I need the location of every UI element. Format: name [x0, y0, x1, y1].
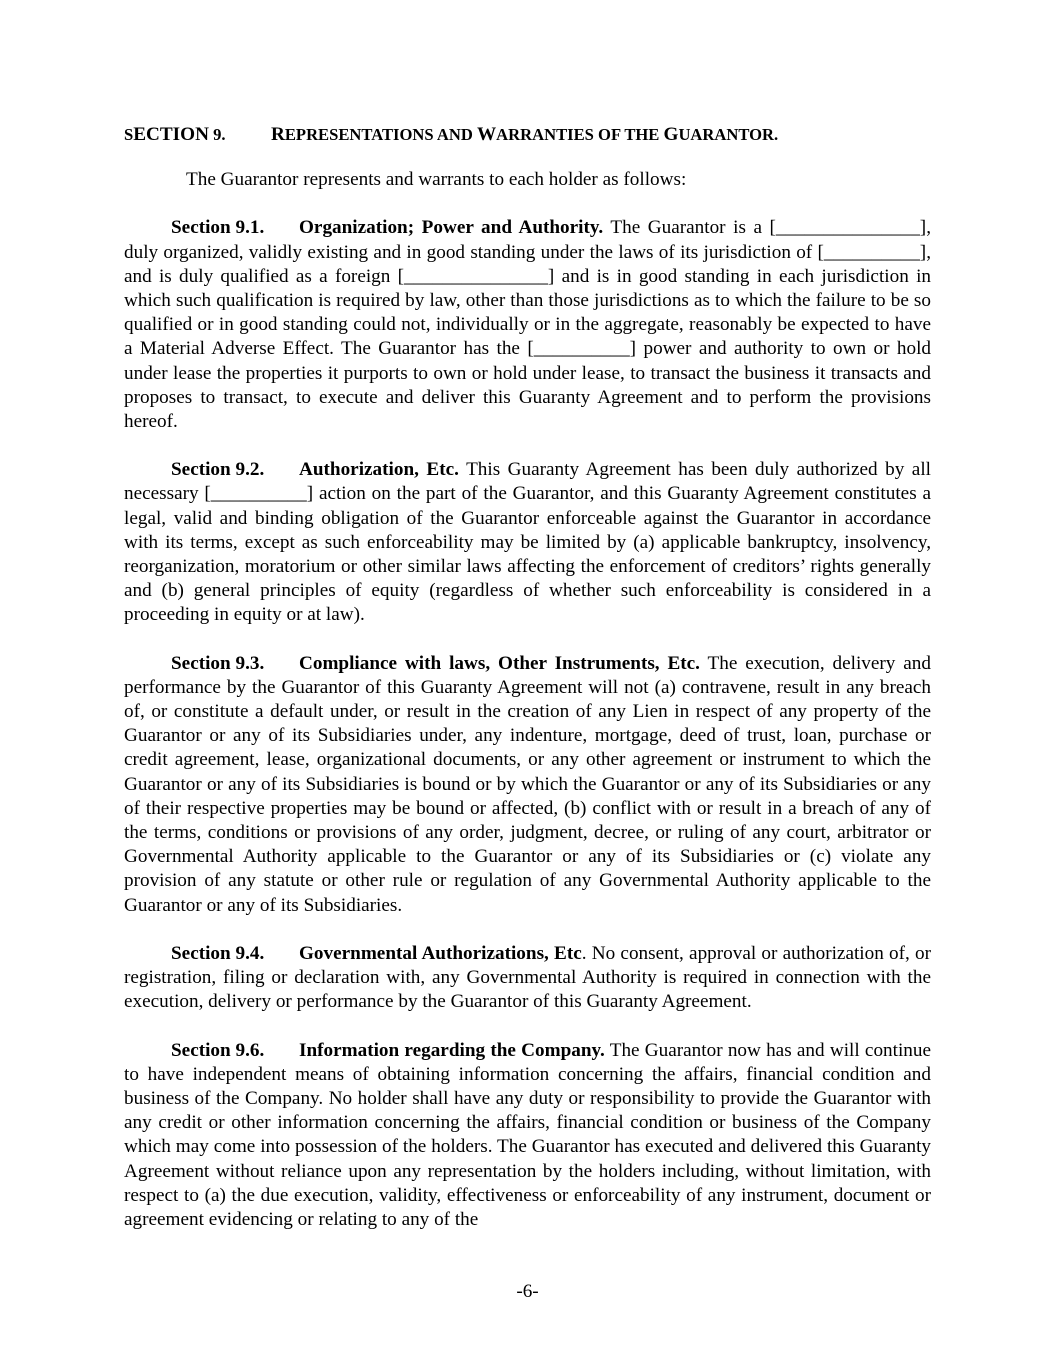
section-number: Section 9.4. — [171, 942, 265, 964]
section-body: The Guarantor now has and will continue to have independent means of obtaining information concerning the affairs, financial condition and business of the Company. No holder shall have any duty or responsibility to provide the Guarantor with any credit or other information concerning the affairs, financial condition or business of the Company which may come into possession of the holders. The Guarantor has executed and delivered this Guaranty Agreement without reliance upon any representation by the holders including, without limitation, with respect to (a) the due execution, validity, effectiveness or enforceability of any instrument, document or agreement evidencing or relating to any of the — [124, 1039, 931, 1230]
section-title: Information regarding the Company. — [299, 1039, 605, 1061]
section-number: Section 9.6. — [171, 1039, 265, 1061]
intro-paragraph: The Guarantor represents and warrants to each holder as follows: — [186, 169, 687, 191]
section-body: The Guarantor is a [_______________], duly organized, validly existing and in good standing under the laws of its jurisdiction of [__________], and is duly qualified as a foreign [_______________] and is in good standing in each jurisdiction in which such qualification is required by law, other than those jurisdictions as to which the failure to be so qualified or in good standing could not, individually or in the aggregate, reasonably be expected to have a Material Adverse Effect. The Guarantor has the [__________] power and authority to own or hold under lease the properties it purports to own or hold under lease, to transact the business it transacts and proposes to transact, to execute and deliver this Guaranty Agreement and to perform the provisions hereof. — [124, 217, 931, 433]
section-heading-number: SECTION 9. — [124, 124, 226, 145]
section-body: The execution, delivery and performance by the Guarantor of this Guaranty Agreement will not (a) contravene, result in any breach of, or constitute a default under, or result in the creation of any Lien in respect of any property of the Guarantor or any of its Subsidiaries under, any indenture, mortgage, deed of trust, loan, purchase or credit agreement, lease, organizational documents, or any other agreement or instrument to which the Guarantor or any of its Subsidiaries is bound or by which the Guarantor or any of its Subsidiaries or any of their respective properties may be bound or affected, (b) conflict with or result in a breach of any of the terms, conditions or provisions of any order, judgment, decree, or ruling of any court, arbitrator or Governmental Authority applicable to the Guarantor or any of its Subsidiaries or (c) violate any provision of any statute or other rule or regulation of any Governmental Authority applicable to the Guarantor or any of its Subsidiaries. — [124, 652, 931, 916]
section-9-3-paragraph — [124, 652, 931, 918]
page-number: -6- — [516, 1281, 539, 1302]
section-heading-title: REPRESENTATIONS AND WARRANTIES OF THE GUARANTOR. — [271, 124, 779, 145]
section-body: This Guaranty Agreement has been duly authorized by all necessary [__________] action on the part of the Guarantor, and this Guaranty Agreement constitutes a legal, valid and binding obligation of the Guarantor enforceable against the Guarantor in accordance with its terms, except as such enforceability may be limited by (a) applicable bankruptcy, insolvency, reorganization, moratorium or other similar laws affecting the enforcement of creditors’ rights generally and (b) general principles of equity (regardless of whether such enforceability is considered in a proceeding in equity or at law). — [124, 459, 931, 626]
section-title: Compliance with laws, Other Instruments, Etc. — [299, 652, 700, 674]
section-title: Governmental Authorizations, Etc — [299, 942, 582, 964]
section-number: Section 9.1. — [171, 217, 265, 239]
section-number: Section 9.3. — [171, 652, 265, 674]
section-body: . No consent, approval or authorization of, or registration, filing or declaration with, any Governmental Authority is required in connection with the execution, delivery or performance by the Guarantor of this Guaranty Agreement. — [124, 942, 931, 1013]
section-9-1-paragraph — [124, 216, 931, 434]
section-title: Organization; Power and Authority. — [299, 217, 604, 239]
section-9-2-paragraph — [124, 458, 931, 627]
section-number: Section 9.2. — [171, 459, 265, 481]
section-9-6-paragraph — [124, 1039, 931, 1233]
section-heading — [124, 123, 931, 147]
section-title: Authorization, Etc. — [299, 459, 459, 481]
section-9-4-paragraph — [124, 942, 931, 1015]
page-content — [124, 123, 931, 1256]
